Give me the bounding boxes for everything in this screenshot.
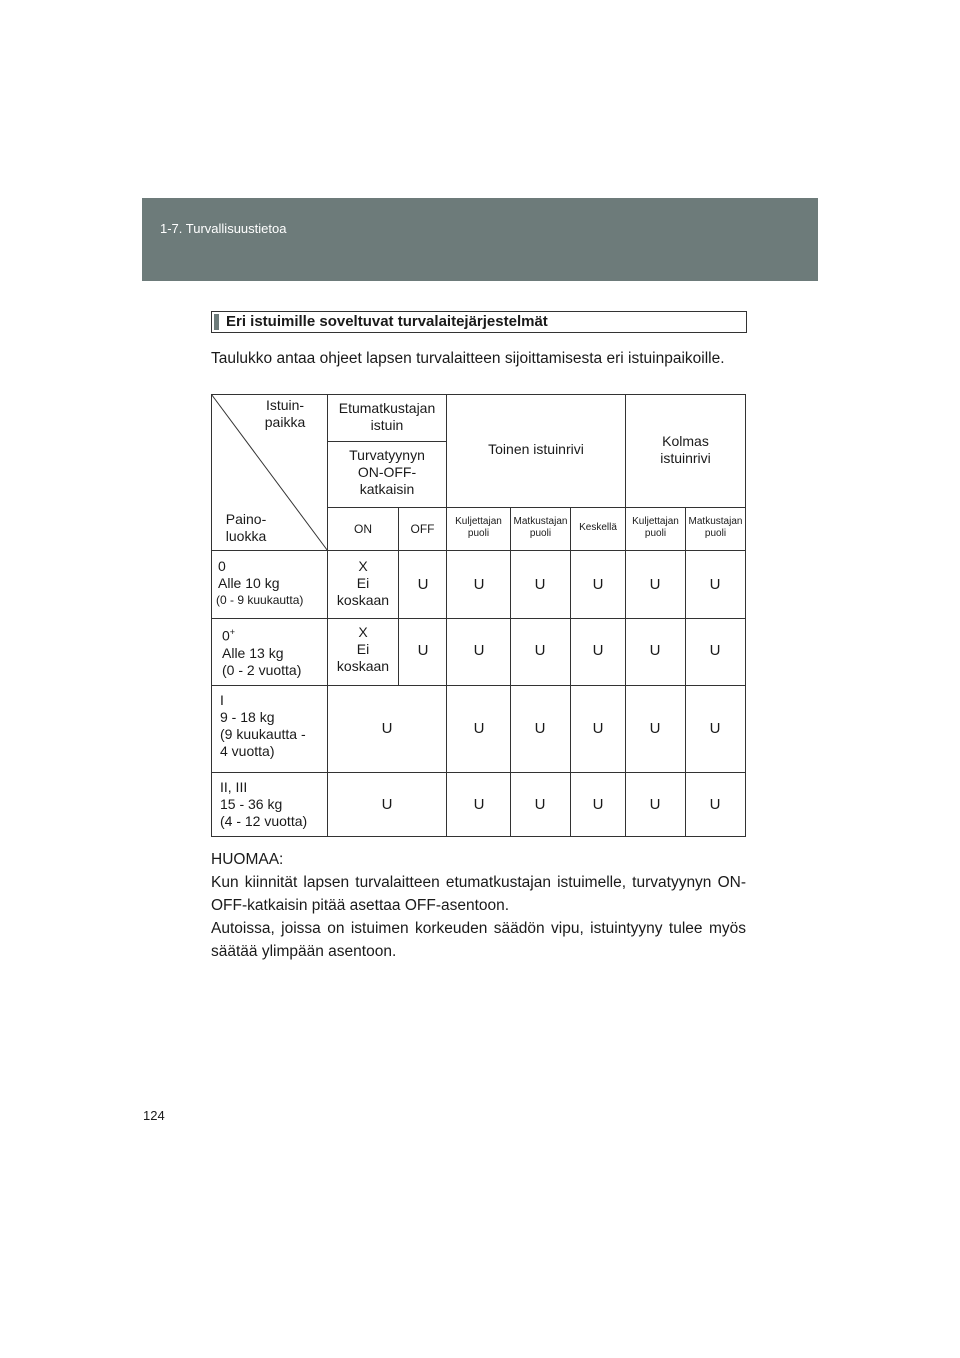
col-airbag-line2: ON-OFF- [357, 464, 417, 480]
row-1-on-3: koskaan [336, 658, 390, 674]
row-1-group-text [222, 624, 327, 645]
row-0-on [328, 558, 398, 609]
row-2-age-2: 4 vuotta) [220, 743, 275, 759]
row-2-age-1: (9 kuukautta - [220, 726, 306, 742]
sub-third-passenger-1: Matkustajan [688, 516, 743, 527]
row-3-front-merged: U [381, 796, 393, 813]
sub-third-passenger-2: puoli [704, 528, 727, 539]
col-airbag-line1: Turvatyynyn [349, 447, 425, 463]
sub-second-center: Keskellä [579, 522, 617, 533]
notes-label: HUOMAA: [211, 851, 284, 868]
row-1-second-driver: U [473, 642, 485, 659]
row-0-age: (0 - 9 kuukautta) [216, 593, 304, 607]
row-3-second-center: U [592, 796, 604, 813]
row-1-on-1: X [358, 624, 368, 640]
row-3-group-text: II, III [220, 779, 248, 795]
row-1-age: (0 - 2 vuotta) [222, 661, 302, 678]
row-3-group [220, 779, 325, 830]
corner-weight-label [212, 511, 280, 545]
row-0-third-passenger: U [709, 576, 721, 593]
row-2-third-passenger: U [709, 720, 721, 737]
intro-text: Taulukko antaa ohjeet lapsen turvalaitteen sijoittamisesta eri istuinpaikoille. [211, 350, 725, 367]
page-number: 124 [143, 1108, 165, 1123]
row-1-group-main: 0 [222, 627, 230, 644]
col-front-line2: istuin [370, 417, 404, 433]
row-1-third-driver: U [649, 642, 661, 659]
col-third-line1: Kolmas [662, 433, 709, 449]
row-0-on-3: koskaan [336, 592, 390, 608]
sub-second-driver-2: puoli [467, 528, 490, 539]
sub-third-passenger [686, 516, 745, 540]
notes-paragraph-1: Kun kiinnität lapsen turvalaitteen etumatkustajan istuimelle, turvatyynyn ON-OFF-katkaisin pitää asettaa OFF-asentoon. [211, 874, 746, 914]
row-2-third-driver: U [649, 720, 661, 737]
sub-second-passenger [511, 516, 570, 540]
row-0-group-text: 0 [218, 558, 226, 574]
col-second-row: Toinen istuinrivi [488, 441, 584, 457]
sub-third-driver-1: Kuljettajan [632, 516, 679, 527]
col-airbag-switch [328, 447, 446, 498]
row-2-second-passenger: U [534, 720, 546, 737]
col-front-line1: Etumatkustajan [338, 400, 436, 416]
row-2-group-text: I [220, 692, 224, 708]
col-third-row [626, 433, 745, 467]
row-2-second-driver: U [473, 720, 485, 737]
row-0-second-center: U [592, 576, 604, 593]
col-third-line2: istuinrivi [660, 450, 711, 466]
sub-off: OFF [410, 522, 435, 536]
row-0-third-driver: U [649, 576, 661, 593]
sub-third-driver [626, 516, 685, 540]
row-3-weight: 15 - 36 kg [220, 796, 283, 812]
row-1-weight: Alle 13 kg [222, 644, 284, 661]
row-1-group [222, 624, 327, 679]
row-1-group-sup: + [229, 627, 236, 637]
corner-weight-line2: luokka [225, 528, 267, 544]
notes [211, 848, 746, 963]
row-3-third-passenger: U [709, 796, 721, 813]
corner-seat-line2: paikka [264, 414, 306, 430]
row-1-off: U [417, 642, 429, 659]
row-0-second-driver: U [473, 576, 485, 593]
corner-seat-line1: Istuin- [265, 397, 305, 413]
sub-second-driver [447, 516, 510, 540]
row-1-on-2: Ei [356, 641, 370, 657]
row-2-weight: 9 - 18 kg [220, 709, 275, 725]
sub-on: ON [354, 522, 372, 536]
row-0-on-2: Ei [356, 575, 370, 591]
row-1-second-passenger: U [534, 642, 546, 659]
row-3-age: (4 - 12 vuotta) [220, 813, 308, 829]
row-0-group [218, 558, 328, 609]
col-front-passenger [328, 400, 446, 434]
col-airbag-line3: katkaisin [359, 481, 415, 497]
row-1-on [328, 624, 398, 675]
sub-second-passenger-2: puoli [529, 528, 552, 539]
row-0-on-1: X [358, 558, 368, 574]
row-3-second-passenger: U [534, 796, 546, 813]
corner-seat-label [250, 397, 320, 431]
section-label: 1-7. Turvallisuustietoa [160, 221, 287, 236]
row-1-third-passenger: U [709, 642, 721, 659]
sub-second-passenger-1: Matkustajan [513, 516, 568, 527]
row-1-second-center: U [592, 642, 604, 659]
row-2-second-center: U [592, 720, 604, 737]
row-0-off: U [417, 576, 429, 593]
section-title: Eri istuimille soveltuvat turvalaitejärjestelmät [226, 313, 548, 330]
row-0-second-passenger: U [534, 576, 546, 593]
row-2-group [220, 692, 325, 760]
row-2-front-merged: U [381, 720, 393, 737]
notes-paragraph-2: Autoissa, joissa on istuimen korkeuden säädön vipu, istuintyyny tulee myös säätää ylimpään asentoon. [211, 920, 746, 960]
sub-second-driver-1: Kuljettajan [455, 516, 502, 527]
row-0-weight: Alle 10 kg [218, 575, 280, 591]
sub-third-driver-2: puoli [644, 528, 667, 539]
row-3-third-driver: U [649, 796, 661, 813]
corner-weight-line1: Paino- [225, 511, 267, 527]
row-3-second-driver: U [473, 796, 485, 813]
